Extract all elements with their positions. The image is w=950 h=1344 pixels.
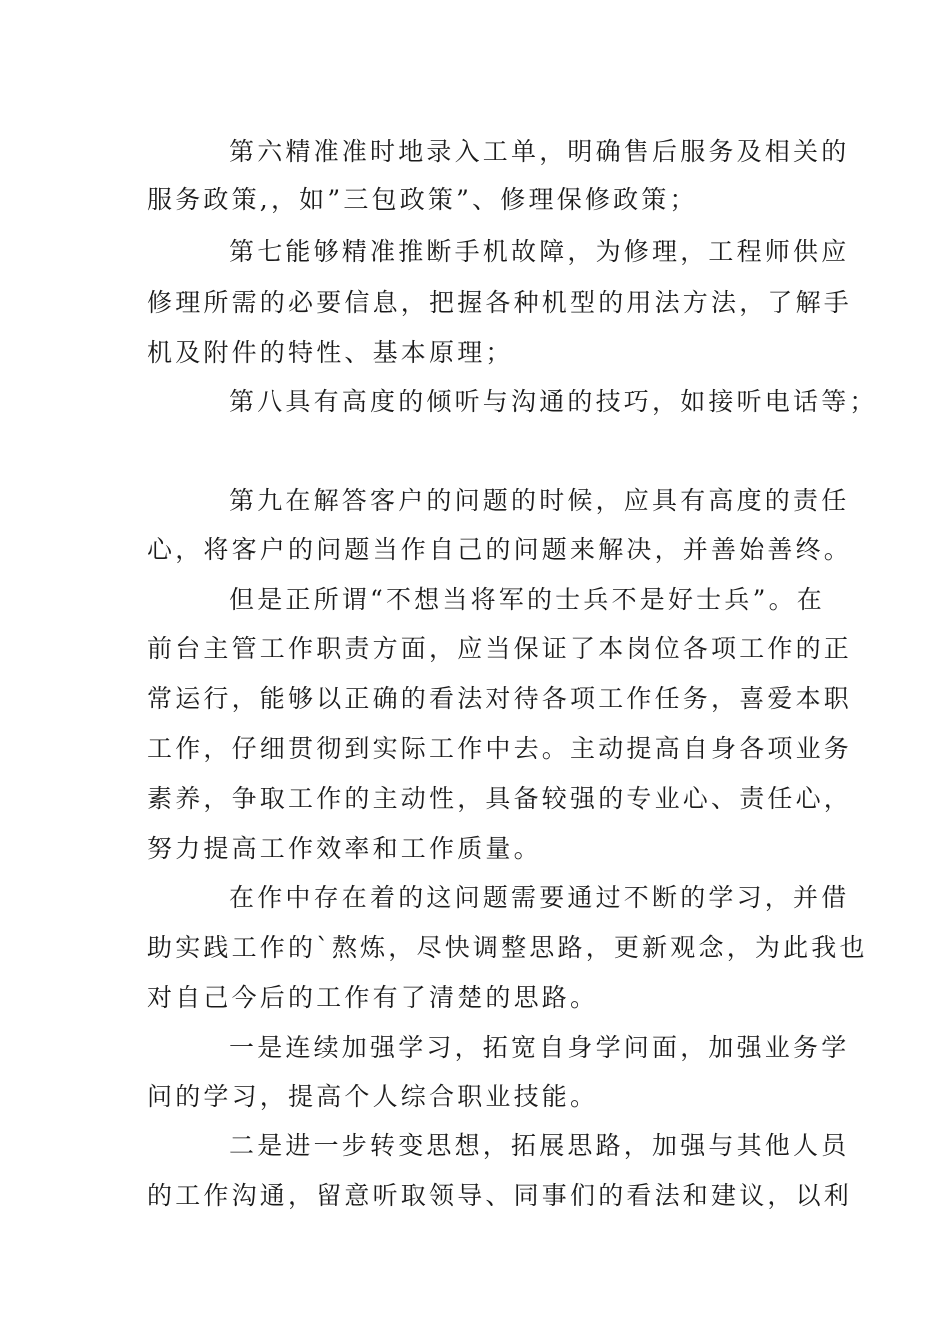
paragraph-line: 修理所需的必要信息，把握各种机型的用法方法，了解手 — [147, 288, 853, 317]
paragraph-line: 努力提高工作效率和工作质量。 — [147, 834, 542, 863]
paragraph-line: 对自己今后的工作有了清楚的思路。 — [147, 983, 599, 1012]
paragraph-line: 心，将客户的问题当作自己的问题来解决，并善始善终。 — [147, 535, 853, 564]
paragraph-line: 常运行，能够以正确的看法对待各项工作任务，喜爱本职 — [147, 684, 853, 713]
paragraph-line: 工作，仔细贯彻到实际工作中去。主动提高自身各项业务 — [147, 734, 853, 763]
paragraph-line: 问的学习，提高个人综合职业技能。 — [147, 1082, 599, 1111]
paragraph-line: 第八具有高度的倾听与沟通的技巧，如接听电话等； — [229, 387, 878, 416]
paragraph-line: 素养，争取工作的主动性，具备较强的专业心、责任心， — [147, 784, 853, 813]
paragraph-line: 第七能够精准推断手机故障，为修理，工程师供应 — [229, 237, 850, 266]
paragraph-line: 前台主管工作职责方面，应当保证了本岗位各项工作的正 — [147, 634, 853, 663]
paragraph-line: 第九在解答客户的问题的时候，应具有高度的责任 — [229, 486, 850, 515]
paragraph-line: 的工作沟通，留意听取领导、同事们的看法和建议，以利 — [147, 1181, 853, 1210]
paragraph-line: 一是连续加强学习，拓宽自身学问面，加强业务学 — [229, 1033, 850, 1062]
paragraph-line: 但是正所谓“不想当将军的士兵不是好士兵”。在 — [229, 585, 825, 614]
paragraph-line: 在作中存在着的这问题需要通过不断的学习，并借 — [229, 883, 850, 912]
paragraph-line: 二是进一步转变思想，拓展思路，加强与其他人员 — [229, 1131, 850, 1160]
paragraph-line: 服务政策,，如”三包政策”、修理保修政策； — [147, 185, 698, 214]
paragraph-line: 助实践工作的`熬炼，尽快调整思路，更新观念，为此我也 — [147, 933, 868, 962]
paragraph-line: 机及附件的特性、基本原理； — [147, 338, 514, 367]
paragraph-line: 第六精准准时地录入工单，明确售后服务及相关的 — [229, 137, 850, 166]
